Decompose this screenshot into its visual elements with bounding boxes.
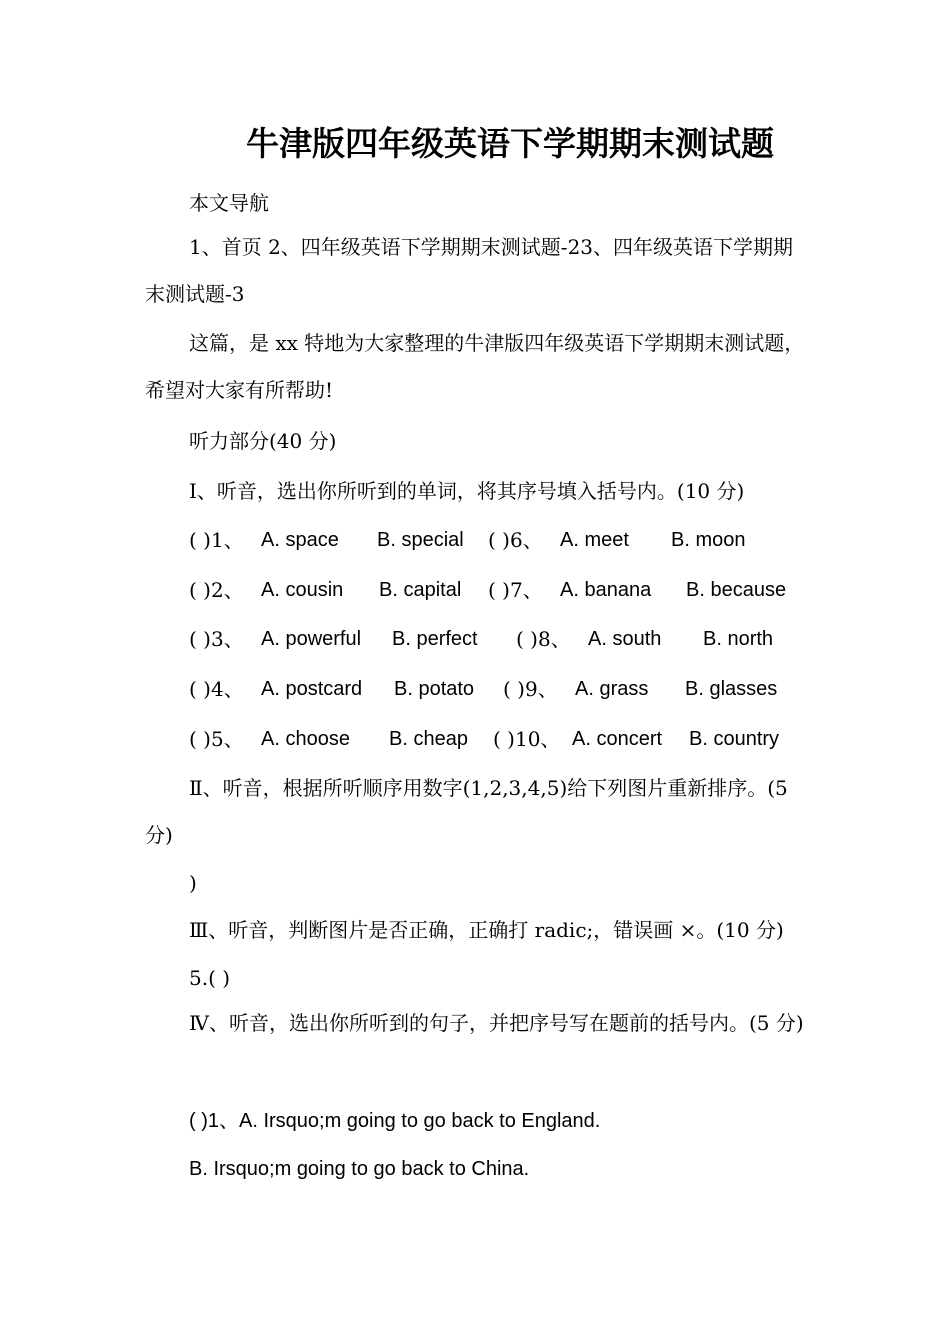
option-a: A. south — [588, 628, 662, 650]
nav-heading: 本文导航 — [189, 191, 269, 215]
section-3-instruction: Ⅲ、听音，判断图片是否正确，正确打 radic;，错误画 ×。(10 分) — [189, 918, 784, 942]
option-b: B. country — [689, 728, 780, 750]
question-number: ( )6、 — [488, 528, 543, 552]
option-a: A. powerful — [261, 628, 362, 650]
section-1-instruction: Ⅰ、听音，选出你所听到的单词，将其序号填入括号内。(10 分) — [189, 479, 745, 503]
item-5: 5.( ) — [189, 966, 231, 990]
option-b: B. potato — [394, 678, 475, 700]
question-number: ( )10、 — [493, 727, 561, 751]
listening-heading: 听力部分(40 分) — [189, 429, 337, 453]
section-4-instruction — [145, 1000, 810, 1047]
page-title: 牛津版四年级英语下学期期末测试题 — [246, 124, 774, 163]
option-a: A. space — [261, 529, 339, 551]
option-a: A. choose — [261, 728, 350, 750]
option-a: A. banana — [560, 579, 652, 601]
option-b: B. moon — [671, 529, 746, 551]
option-b: B. cheap — [389, 728, 468, 750]
question-1-option-b: B. Irsquo;m going to go back to China. — [189, 1158, 530, 1180]
intro-paragraph — [145, 320, 810, 414]
option-b: B. glasses — [685, 678, 778, 700]
option-a: A. meet — [560, 529, 629, 551]
question-number: ( )4、 — [189, 677, 244, 701]
option-b: B. capital — [379, 579, 462, 601]
intro-text: 这篇，是 xx 特地为大家整理的牛津版四年级英语下学期期末测试题，希望对大家有所帮助! — [145, 331, 805, 402]
nav-line — [145, 224, 810, 318]
section-2-text: Ⅱ、听音，根据所听顺序用数字(1,2,3,4,5)给下列图片重新排序。(5 分) — [145, 776, 788, 847]
option-b: B. perfect — [392, 628, 478, 650]
question-number: ( )1、 — [189, 528, 244, 552]
option-a: A. grass — [575, 678, 649, 700]
section-4-text: Ⅳ、听音，选出你所听到的句子，并把序号写在题前的括号内。(5 分) — [189, 1011, 804, 1035]
question-number: ( )2、 — [189, 578, 244, 602]
option-a: A. cousin — [261, 579, 344, 601]
question-number: ( )9、 — [503, 677, 558, 701]
option-a: A. concert — [572, 728, 663, 750]
question-number: ( )3、 — [189, 627, 244, 651]
option-a: A. postcard — [261, 678, 363, 700]
question-number: ( )5、 — [189, 727, 244, 751]
option-b: B. north — [703, 628, 774, 650]
question-number: ( )8、 — [516, 627, 571, 651]
question-1-option-a: ( )1、A. Irsquo;m going to go back to England. — [189, 1110, 601, 1132]
paren-close: ) — [189, 871, 197, 895]
nav-line-text: 1、首页 2、四年级英语下学期期末测试题-23、四年级英语下学期期末测试题-3 — [145, 235, 794, 306]
question-number: ( )7、 — [488, 578, 543, 602]
section-2-instruction — [145, 765, 810, 859]
option-b: B. special — [377, 529, 464, 551]
option-b: B. because — [686, 579, 787, 601]
